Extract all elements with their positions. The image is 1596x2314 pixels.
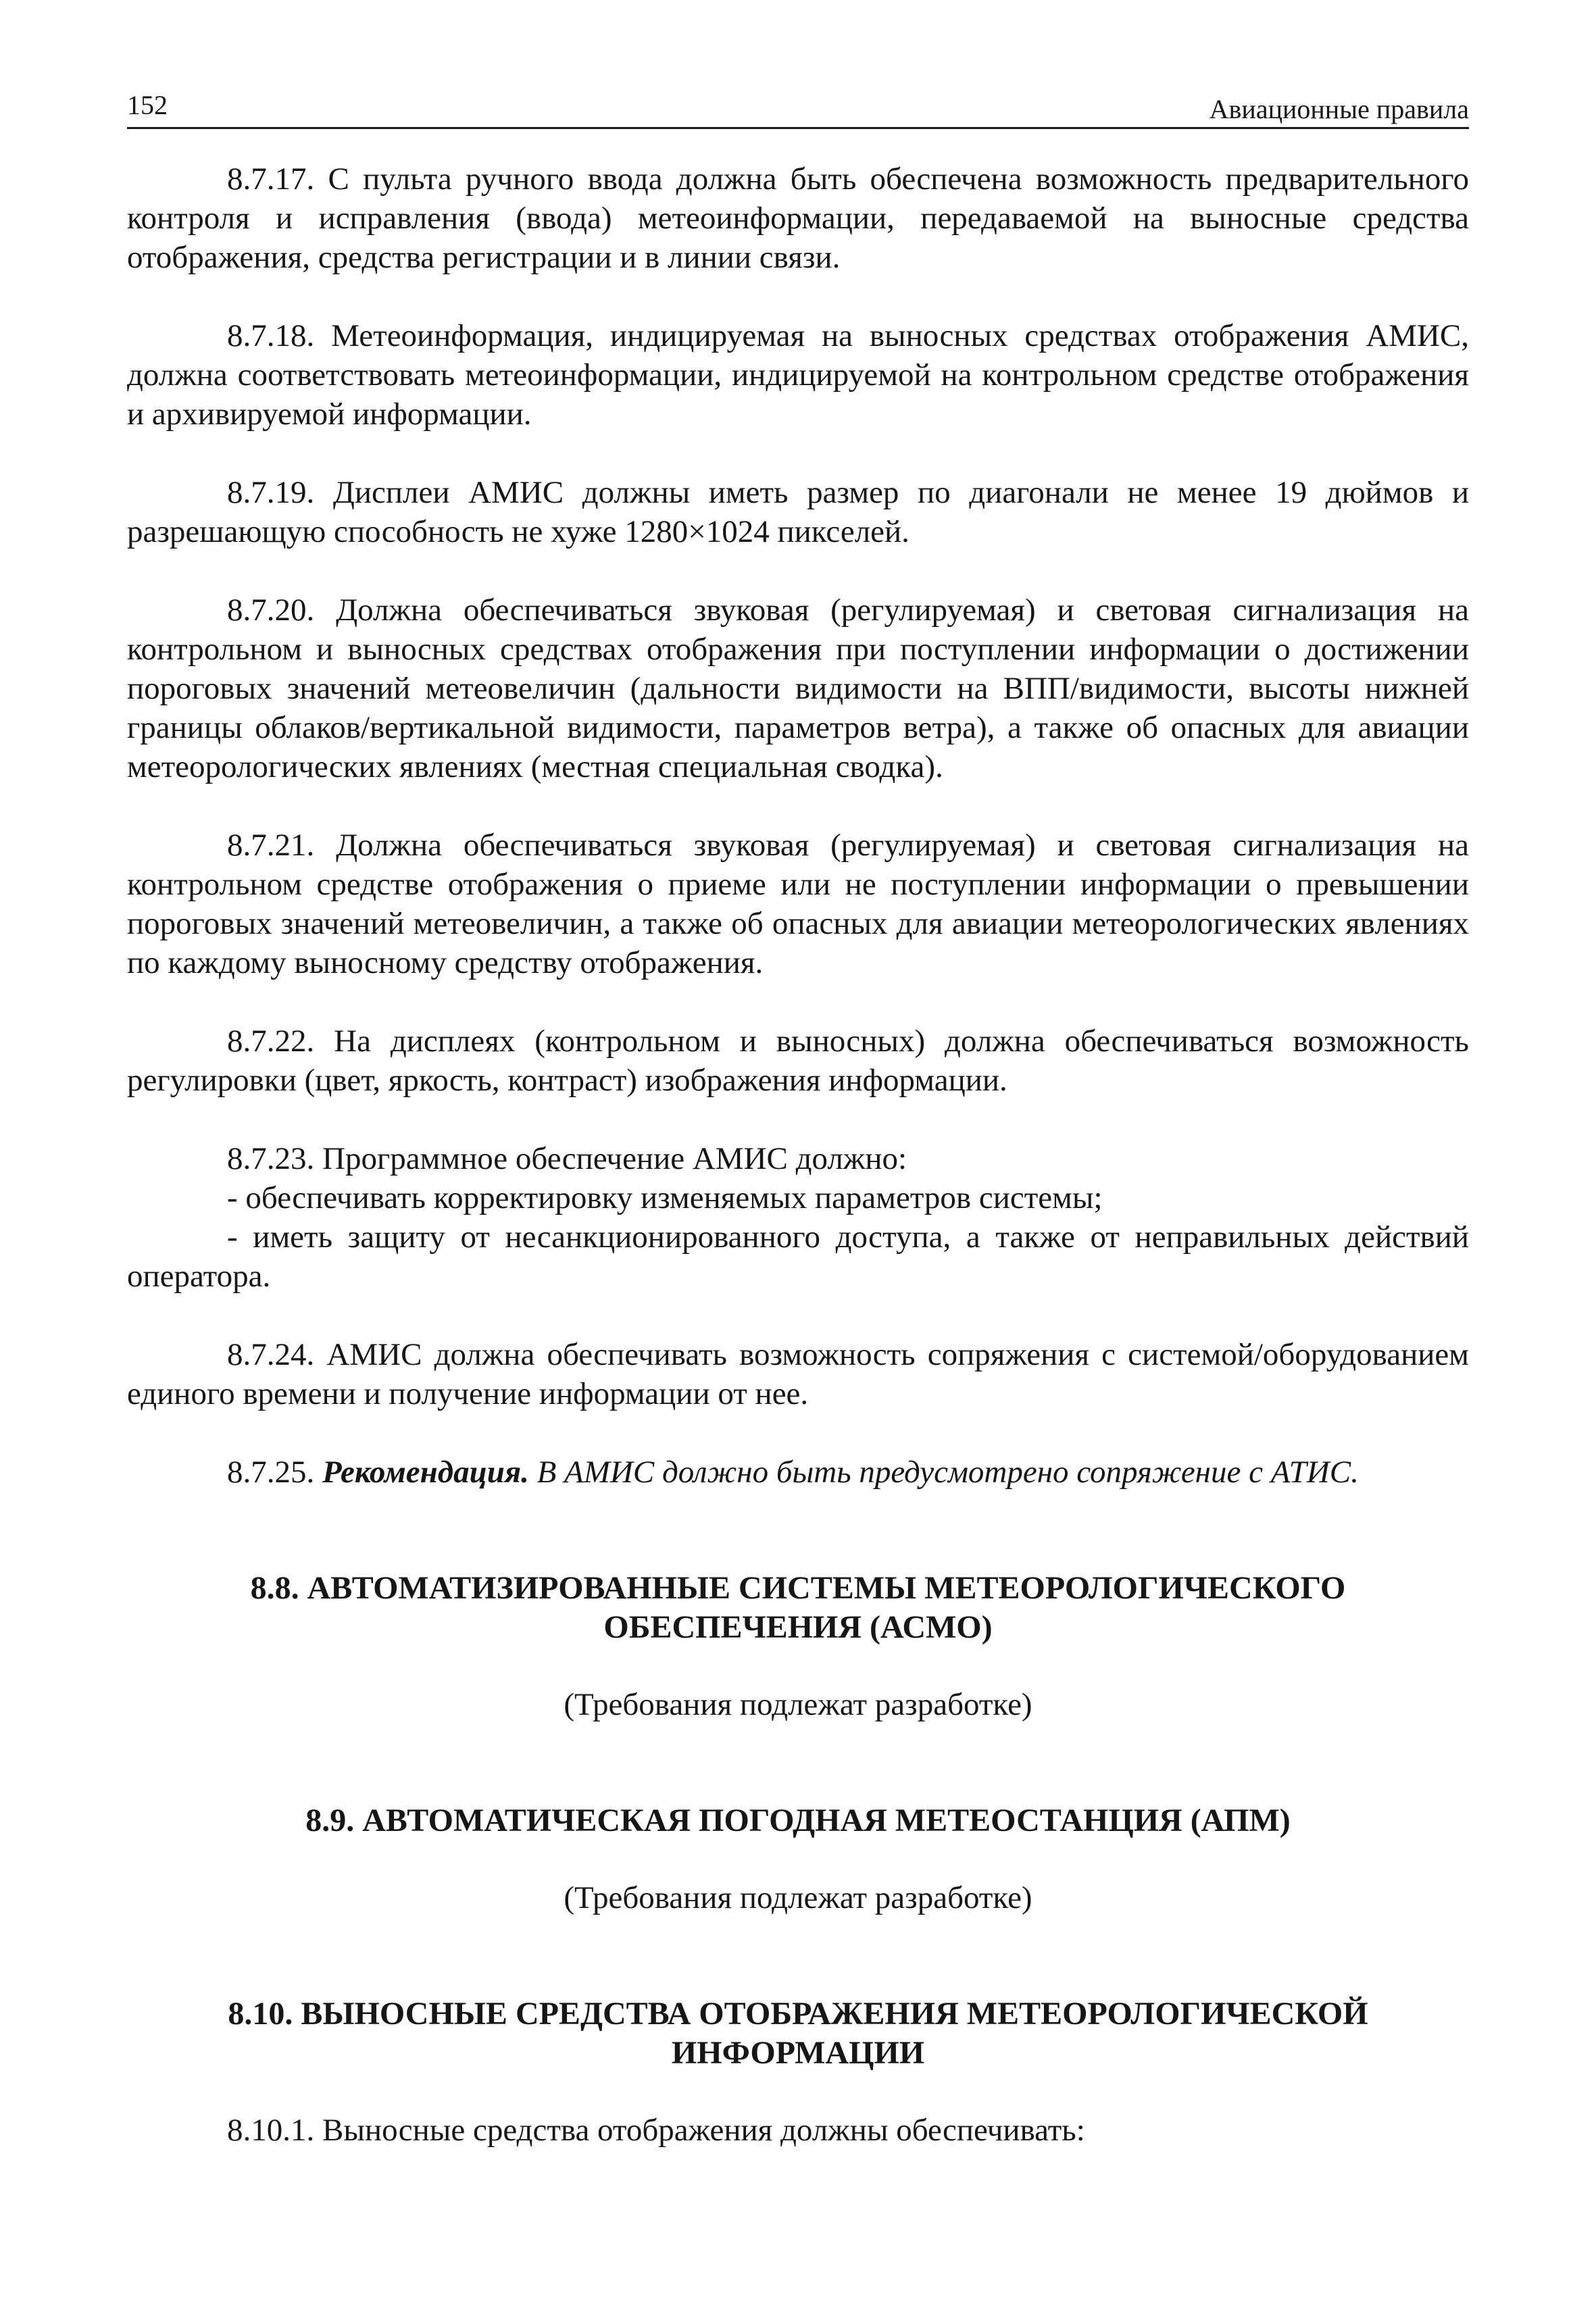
page-content — [127, 159, 1469, 2150]
section-title-line: ИНФОРМАЦИИ — [671, 2035, 925, 2071]
section-title-line: 8.10. ВЫНОСНЫЕ СРЕДСТВА ОТОБРАЖЕНИЯ МЕТЕОРОЛОГИЧЕСКОЙ — [228, 1996, 1368, 2032]
paragraph-8-7-24: 8.7.24. АМИС должна обеспечивать возможность сопряжения с системой/оборудованием единого времени и получение информации от нее. — [127, 1337, 1469, 1411]
section-title-line: 8.8. АВТОМАТИЗИРОВАННЫЕ СИСТЕМЫ МЕТЕОРОЛОГИЧЕСКОГО — [250, 1570, 1346, 1606]
paragraph-8-7-25 — [127, 1453, 1469, 1492]
paragraph-8-7-22: 8.7.22. На дисплеях (контрольном и выносных) должна обеспечиваться возможность регулировки (цвет, яркость, контраст) изображения информации. — [127, 1024, 1469, 1098]
section-title-line: ОБЕСПЕЧЕНИЯ (АСМО) — [603, 1609, 993, 1645]
section-title-8-9 — [127, 1801, 1469, 1840]
section-title-8-8 — [127, 1569, 1469, 1647]
paragraph-8-7-17: 8.7.17. С пульта ручного ввода должна быть обеспечена возможность предварительного контроля и исправления (ввода) метеоинформации, передаваемой на выносные средства отображения, средства регистрации и в линии связи. — [127, 161, 1469, 275]
paragraph-8-7-23-intro: 8.7.23. Программное обеспечение АМИС должно: — [227, 1141, 907, 1176]
section-note-8-8: (Требования подлежат разработке) — [564, 1687, 1032, 1722]
section-note-8-9: (Требования подлежат разработке) — [564, 1880, 1032, 1915]
paragraph-8-7-21: 8.7.21. Должна обеспечиваться звуковая (регулируемая) и световая сигнализация на контрольном средстве отображения о приеме или не поступлении информации о превышении пороговых значений метеовеличин, а также об опасных для авиации метеорологических явлениях по каждому выносному средству отображения. — [127, 828, 1469, 980]
list-item-8-7-23-2: - иметь защиту от несанкционированного доступа, а также от неправильных действий оператора. — [127, 1219, 1469, 1294]
paragraph-8-7-20: 8.7.20. Должна обеспечиваться звуковая (регулируемая) и световая сигнализация на контрольном и выносных средствах отображения при поступлении информации о достижении пороговых значений метеовеличин (дальности видимости на ВПП/видимости, высоты нижней границы облаков/вертикальной видимости, параметров ветра), а также об опасных для авиации метеорологических явлениях (местная специальная сводка). — [127, 593, 1469, 784]
section-title-line: 8.9. АВТОМАТИЧЕСКАЯ ПОГОДНАЯ МЕТЕОСТАНЦИЯ (АПМ) — [305, 1803, 1291, 1838]
paragraph-8-7-18: 8.7.18. Метеоинформация, индицируемая на выносных средствах отображения АМИС, должна соответствовать метеоинформации, индицируемой на контрольном средстве отображения и архивируемой информации. — [127, 318, 1469, 432]
recommendation-text: В АМИС должно быть предусмотрено сопряжение с АТИС. — [528, 1455, 1359, 1490]
paragraph-8-7-19: 8.7.19. Дисплеи АМИС должны иметь размер по диагонали не менее 19 дюймов и разрешающую способность не хуже 1280×1024 пикселей. — [127, 475, 1469, 549]
page-number: 152 — [127, 90, 168, 120]
page-header — [127, 84, 1469, 129]
paragraph-8-10-1: 8.10.1. Выносные средства отображения должны обеспечивать: — [227, 2113, 1085, 2148]
paragraph-number: 8.7.25. — [227, 1455, 322, 1490]
recommendation-label: Рекомендация. — [322, 1455, 529, 1490]
section-title-8-10 — [127, 1994, 1469, 2073]
list-item-8-7-23-1: - обеспечивать корректировку изменяемых параметров системы; — [227, 1180, 1103, 1215]
running-title: Авиационные правила — [1209, 94, 1469, 124]
document-page — [127, 0, 1469, 2314]
